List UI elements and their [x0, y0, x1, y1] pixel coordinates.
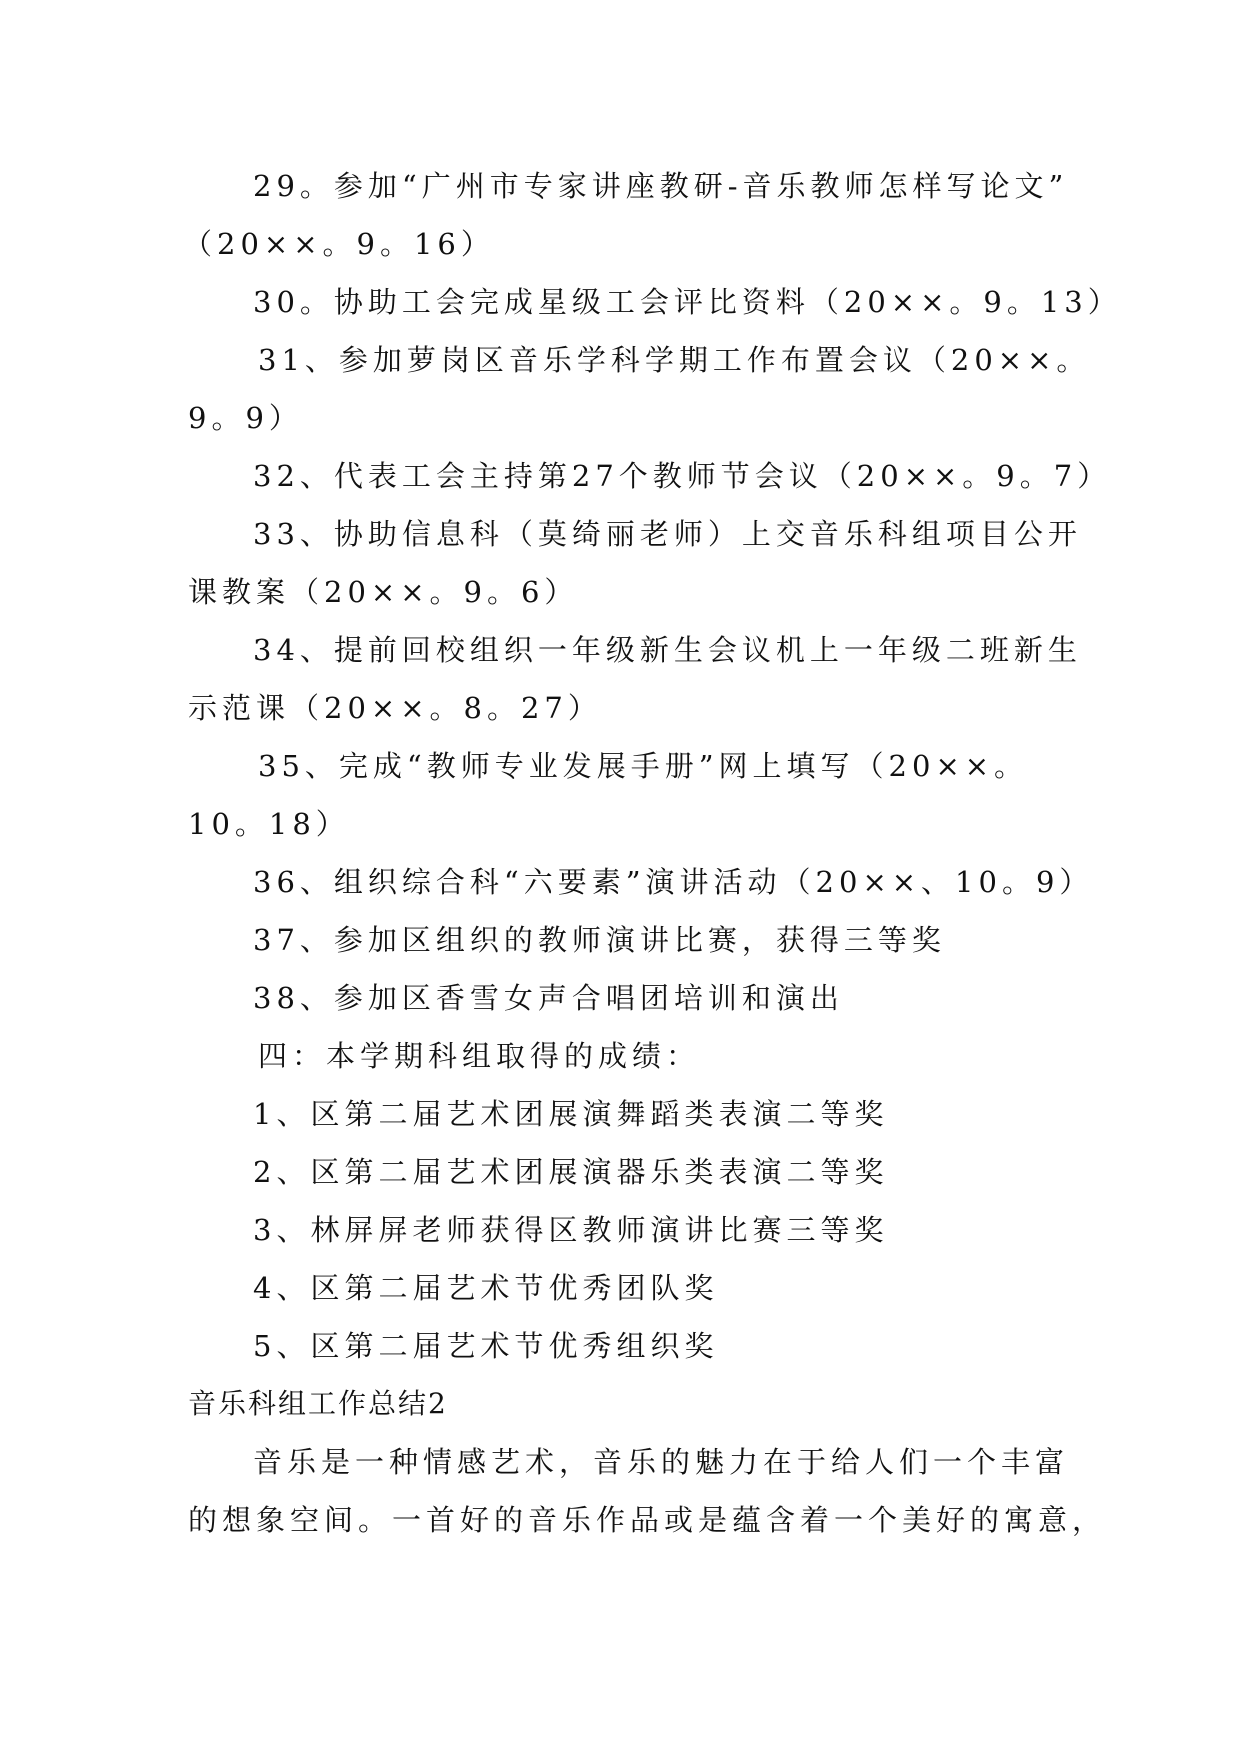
list-item: 3、林屏屏老师获得区教师演讲比赛三等奖 — [253, 1213, 889, 1247]
paragraph-line: 10。18） — [188, 807, 350, 841]
paragraph-line: 课教案（20××。9。6） — [188, 575, 579, 609]
paragraph-line: 37、参加区组织的教师演讲比赛，获得三等奖 — [253, 923, 946, 957]
paragraph-line: （20××。9。16） — [183, 227, 495, 261]
list-item: 1、区第二届艺术团展演舞蹈类表演二等奖 — [253, 1097, 889, 1131]
paragraph-line: 33、协助信息科（莫绮丽老师）上交音乐科组项目公开 — [253, 517, 1082, 551]
paragraph-line: 音乐是一种情感艺术，音乐的魅力在于给人们一个丰富 — [253, 1445, 1070, 1479]
list-item: 2、区第二届艺术团展演器乐类表演二等奖 — [253, 1155, 889, 1189]
paragraph-line: 31、参加萝岗区音乐学科学期工作布置会议（20××。 — [258, 343, 1091, 377]
paragraph-line: 32、代表工会主持第27个教师节会议（20××。9。7） — [253, 459, 1112, 493]
document-title: 音乐科组工作总结2 — [188, 1387, 448, 1420]
paragraph-line: 的想象空间。一首好的音乐作品或是蕴含着一个美好的寓意， — [188, 1503, 1107, 1537]
list-item: 5、区第二届艺术节优秀组织奖 — [253, 1329, 719, 1363]
paragraph-line: 9。9） — [188, 401, 303, 435]
paragraph-line: 38、参加区香雪女声合唱团培训和演出 — [253, 981, 844, 1015]
paragraph-line: 35、完成“教师专业发展手册”网上填写（20××。 — [258, 749, 1029, 783]
paragraph-line: 29。参加“广州市专家讲座教研-音乐教师怎样写论文” — [253, 169, 1069, 203]
section-heading: 四：本学期科组取得的成绩： — [258, 1039, 701, 1073]
list-item: 4、区第二届艺术节优秀团队奖 — [253, 1271, 719, 1305]
paragraph-line: 36、组织综合科“六要素”演讲活动（20××、10。9） — [253, 865, 1094, 899]
paragraph-line: 30。协助工会完成星级工会评比资料（20××。9。13） — [253, 285, 1122, 319]
paragraph-line: 34、提前回校组织一年级新生会议机上一年级二班新生 — [253, 633, 1082, 667]
paragraph-line: 示范课（20××。8。27） — [188, 691, 602, 725]
